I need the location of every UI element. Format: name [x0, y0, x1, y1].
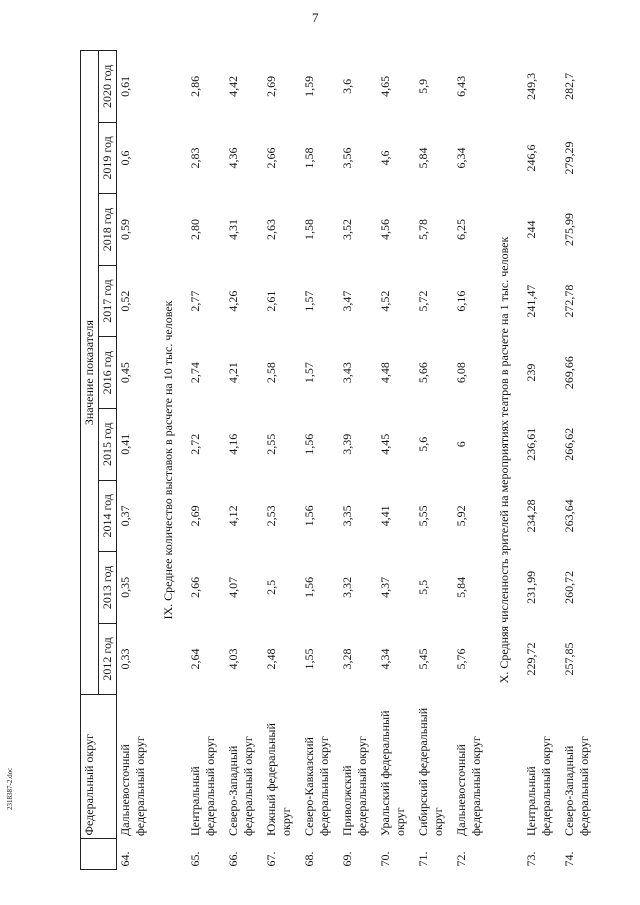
indicator-value: 260,72	[562, 570, 576, 604]
indicator-value: 4,6	[378, 150, 392, 166]
indicator-value: 1,58	[302, 147, 316, 169]
rotated-table-container	[80, 50, 591, 870]
row-number: 68.	[302, 851, 316, 867]
table-row	[415, 51, 453, 870]
indicator-value: 4,48	[378, 362, 392, 384]
indicator-value: 0,61	[118, 75, 132, 97]
header-year: 2018 год	[99, 194, 117, 266]
indicator-value: 2,66	[264, 147, 278, 169]
indicator-value: 3,56	[340, 147, 354, 169]
indicator-value: 3,6	[340, 78, 354, 94]
indicator-value: 4,42	[226, 75, 240, 97]
indicator-value: 6,34	[454, 147, 468, 169]
indicator-value: 3,43	[340, 362, 354, 384]
indicator-value: 6,08	[454, 362, 468, 384]
indicator-value: 0,45	[118, 362, 132, 384]
indicator-value: 5,5	[416, 579, 430, 595]
indicator-value: 2,74	[188, 362, 202, 384]
indicator-value: 5,6	[416, 436, 430, 452]
district-name: Северо-Западный федеральный округ	[226, 736, 255, 836]
table-row	[523, 51, 561, 870]
district-name: Северо-Западный федеральный округ	[562, 736, 591, 836]
row-number: 65.	[188, 851, 202, 867]
section-heading: X. Средняя численность зрителей на мероприятиях театров в расчете на 1 тыс. человек	[497, 236, 511, 684]
indicator-value: 4,56	[378, 219, 392, 241]
footer-file-code: 2318387-2.doc	[6, 767, 14, 810]
indicator-value: 244	[524, 220, 538, 239]
indicator-value: 4,07	[226, 576, 240, 598]
indicator-value: 0,52	[118, 290, 132, 312]
table-row	[187, 51, 225, 870]
district-name: Южный федеральный округ	[264, 723, 293, 836]
indicator-value: 1,57	[302, 290, 316, 312]
indicator-value: 4,37	[378, 576, 392, 598]
header-year: 2015 год	[99, 408, 117, 480]
indicator-value: 2,63	[264, 219, 278, 241]
indicator-value: 2,69	[188, 505, 202, 527]
indicator-value: 3,52	[340, 219, 354, 241]
page-number: 7	[312, 10, 319, 25]
section-heading: IX. Среднее количество выставок в расчете на 10 тыс. человек	[161, 300, 175, 620]
indicator-value: 6,16	[454, 290, 468, 312]
district-name: Сибирский федеральный округ	[416, 707, 445, 836]
district-name: Уральский федеральный округ	[378, 710, 407, 836]
indicator-value: 1,58	[302, 219, 316, 241]
indicator-value: 4,31	[226, 219, 240, 241]
indicator-value: 3,28	[340, 648, 354, 670]
indicator-value: 2,80	[188, 219, 202, 241]
row-number: 69.	[340, 851, 354, 867]
indicator-value: 4,52	[378, 290, 392, 312]
header-year: 2019 год	[99, 122, 117, 194]
indicator-value: 4,34	[378, 648, 392, 670]
indicator-value: 5,66	[416, 362, 430, 384]
indicator-value: 1,57	[302, 362, 316, 384]
indicator-value: 1,55	[302, 648, 316, 670]
indicator-value: 3,35	[340, 505, 354, 527]
indicator-value: 241,47	[524, 284, 538, 318]
header-year: 2014 год	[99, 480, 117, 552]
row-number: 70.	[378, 851, 392, 867]
indicator-value: 2,48	[264, 648, 278, 670]
header-values: Значение показателя	[81, 51, 99, 695]
header-number	[81, 839, 117, 870]
table-row	[225, 51, 263, 870]
indicator-value: 0,6	[118, 150, 132, 166]
indicator-value: 2,55	[264, 433, 278, 455]
indicator-table	[80, 50, 599, 870]
indicator-value: 5,72	[416, 290, 430, 312]
indicator-value: 3,32	[340, 576, 354, 598]
indicator-value: 269,66	[562, 356, 576, 390]
indicator-value: 0,35	[118, 576, 132, 598]
indicator-value: 1,56	[302, 505, 316, 527]
indicator-value: 4,03	[226, 648, 240, 670]
indicator-value: 5,84	[416, 147, 430, 169]
section-heading-row	[155, 51, 187, 870]
indicator-value: 2,58	[264, 362, 278, 384]
table-row	[117, 51, 156, 870]
indicator-value: 1,59	[302, 75, 316, 97]
indicator-value: 5,76	[454, 648, 468, 670]
header-district: Федеральный округ	[81, 695, 117, 839]
indicator-value: 249,3	[524, 72, 538, 100]
indicator-value: 229,72	[524, 642, 538, 676]
district-name: Северо-Кавказский федеральный округ	[302, 736, 331, 836]
indicator-value: 2,61	[264, 290, 278, 312]
header-year: 2012 год	[99, 623, 117, 695]
indicator-value: 5,84	[454, 576, 468, 598]
indicator-value: 5,78	[416, 219, 430, 241]
header-year: 2017 год	[99, 265, 117, 337]
section-heading-row	[491, 51, 523, 870]
district-name: Дальневосточный федеральный округ	[454, 736, 483, 836]
indicator-value: 2,83	[188, 147, 202, 169]
indicator-value: 5,92	[454, 505, 468, 527]
indicator-value: 4,65	[378, 75, 392, 97]
indicator-value: 272,78	[562, 284, 576, 318]
indicator-value: 2,77	[188, 290, 202, 312]
indicator-value: 4,21	[226, 362, 240, 384]
indicator-value: 4,45	[378, 433, 392, 455]
table-row	[453, 51, 491, 870]
indicator-value: 246,6	[524, 144, 538, 172]
indicator-value: 3,39	[340, 433, 354, 455]
indicator-value: 1,56	[302, 433, 316, 455]
row-number: 74.	[562, 851, 576, 867]
indicator-value: 275,99	[562, 213, 576, 247]
indicator-value: 6	[454, 441, 468, 448]
indicator-value: 2,69	[264, 75, 278, 97]
indicator-value: 5,45	[416, 648, 430, 670]
indicator-value: 266,62	[562, 427, 576, 461]
district-name: Центральный федеральный округ	[524, 736, 553, 836]
indicator-value: 5,55	[416, 505, 430, 527]
indicator-value: 3,47	[340, 290, 354, 312]
indicator-value: 282,7	[562, 72, 576, 100]
indicator-value: 5,9	[416, 78, 430, 94]
indicator-value: 0,41	[118, 433, 132, 455]
indicator-value: 4,12	[226, 505, 240, 527]
indicator-value: 2,66	[188, 576, 202, 598]
table-row	[263, 51, 301, 870]
indicator-value: 0,33	[118, 648, 132, 670]
indicator-value: 231,99	[524, 570, 538, 604]
indicator-value: 263,64	[562, 499, 576, 533]
indicator-value: 2,64	[188, 648, 202, 670]
table-row	[377, 51, 415, 870]
indicator-value: 279,29	[562, 141, 576, 175]
indicator-value: 4,16	[226, 433, 240, 455]
row-number: 71.	[416, 851, 430, 867]
district-name: Приволжский федеральный округ	[340, 736, 369, 836]
table-row	[561, 51, 599, 870]
district-name: Центральный федеральный округ	[188, 736, 217, 836]
indicator-value: 1,56	[302, 576, 316, 598]
district-name: Дальневосточный федеральный округ	[118, 736, 147, 836]
table-row	[301, 51, 339, 870]
row-number: 64.	[118, 851, 132, 867]
indicator-value: 2,72	[188, 433, 202, 455]
indicator-value: 0,37	[118, 505, 132, 527]
indicator-value: 257,85	[562, 642, 576, 676]
header-year: 2020 год	[99, 51, 117, 123]
indicator-value: 0,59	[118, 219, 132, 241]
header-year: 2016 год	[99, 337, 117, 409]
indicator-value: 4,41	[378, 505, 392, 527]
row-number: 73.	[524, 851, 538, 867]
indicator-value: 6,25	[454, 219, 468, 241]
row-number: 66.	[226, 851, 240, 867]
table-row	[339, 51, 377, 870]
indicator-value: 234,28	[524, 499, 538, 533]
indicator-value: 6,43	[454, 75, 468, 97]
indicator-value: 2,53	[264, 505, 278, 527]
header-year: 2013 год	[99, 552, 117, 624]
indicator-value: 2,86	[188, 75, 202, 97]
indicator-value: 236,61	[524, 427, 538, 461]
indicator-value: 4,26	[226, 290, 240, 312]
row-number: 67.	[264, 851, 278, 867]
indicator-value: 239	[524, 363, 538, 382]
indicator-value: 4,36	[226, 147, 240, 169]
row-number: 72.	[454, 851, 468, 867]
indicator-value: 2,5	[264, 579, 278, 595]
